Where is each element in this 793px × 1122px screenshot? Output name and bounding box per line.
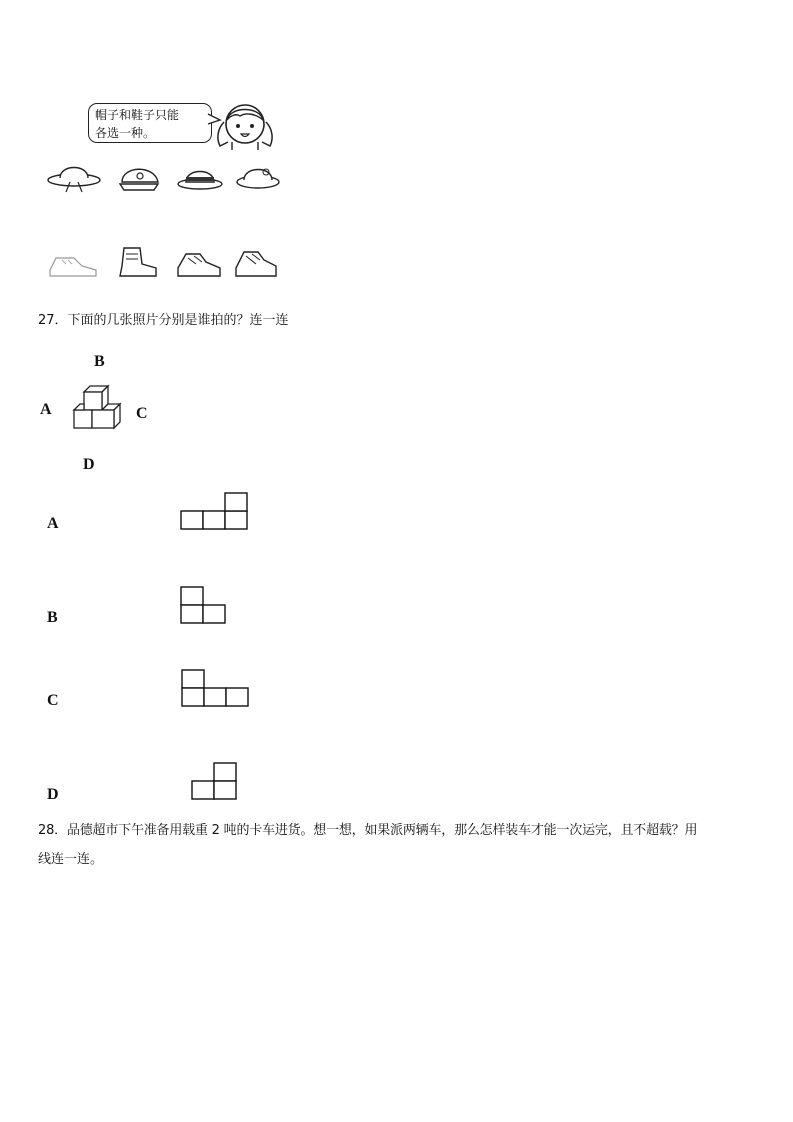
cap-icon	[120, 169, 158, 190]
sneaker-icon	[178, 254, 220, 276]
shoes-row	[48, 246, 288, 282]
cube-stack-figure	[70, 384, 124, 442]
view-label-b: B	[47, 609, 58, 626]
fedora-icon	[178, 172, 222, 190]
girl-icon	[210, 98, 280, 154]
sneaker-icon	[50, 258, 96, 276]
position-label-left: A	[40, 401, 52, 418]
boot-icon	[120, 248, 156, 276]
position-label-right: C	[136, 405, 148, 422]
view-label-c: C	[47, 692, 59, 709]
speech-text-line2: 各选一种。	[95, 126, 156, 140]
view-b-figure	[180, 586, 228, 624]
view-d-figure	[191, 762, 239, 802]
view-label-d: D	[47, 786, 59, 803]
position-label-bottom: D	[83, 456, 95, 473]
speech-bubble	[88, 103, 212, 143]
position-label-top: B	[94, 353, 105, 370]
view-label-a: A	[47, 515, 59, 532]
question-27: 27．下面的几张照片分别是谁拍的？连一连	[38, 313, 289, 328]
view-c-figure	[181, 669, 251, 707]
sneaker-icon	[236, 252, 276, 276]
question-28-line1: 28．品德超市下午准备用载重 2 吨的卡车进货。想一想，如果派两辆车，那么怎样装车才能一次运完，且不超载？用	[38, 823, 698, 838]
speech-text-line1: 帽子和鞋子只能	[95, 108, 180, 122]
flower-hat-icon	[237, 169, 279, 188]
hat-icon	[48, 168, 100, 193]
question-28-line2: 线连一连。	[38, 852, 104, 867]
view-a-figure	[180, 492, 250, 530]
hats-row	[44, 158, 284, 198]
